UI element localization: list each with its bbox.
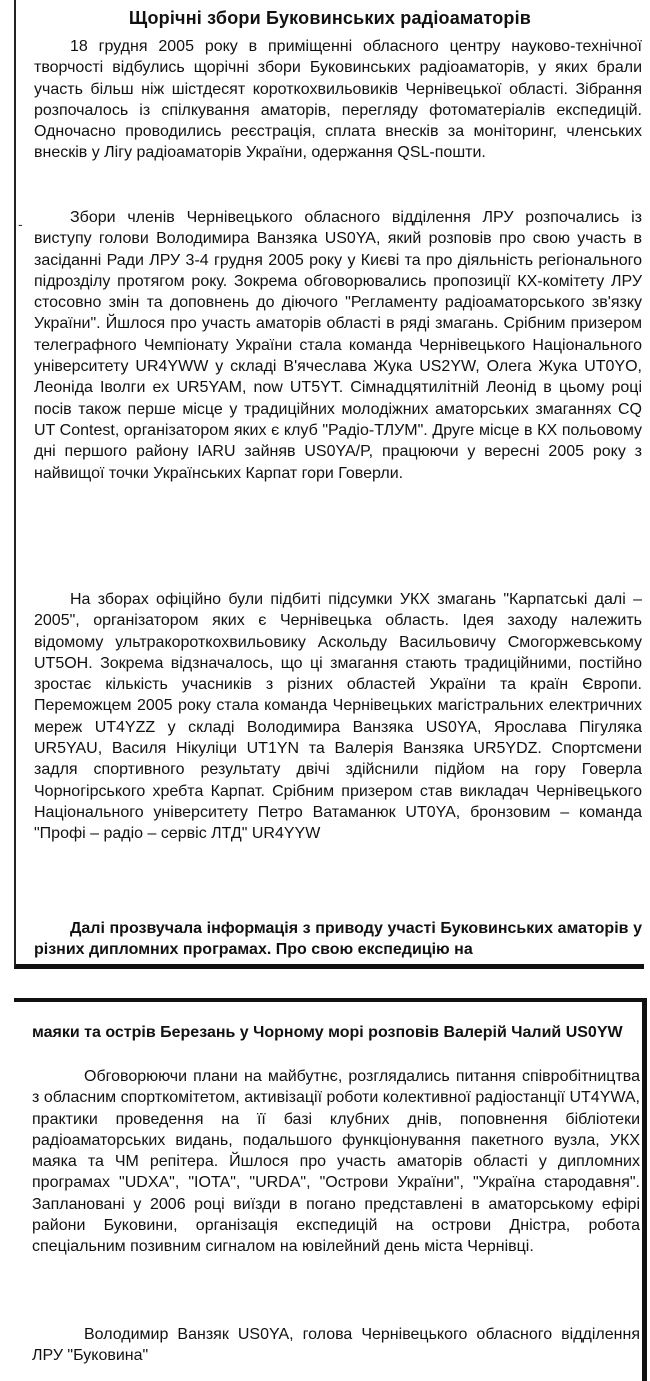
signature: Володимир Ванзяк US0YA, голова Чернівецького обласного відділення ЛРУ "Буковина": [32, 1326, 640, 1365]
paragraph-results: На зборах офіційно були підбиті підсумки УКХ змагань "Карпатські далі – 2005", організатором яких є Чернівецька область. Ідея заходу належить відомому ультракороткохвильовику Аскольду Васильовичу Смогоржевському UT5OH. Зокрема відзначалось, що ці змагання стають традиційними, постійно зростає кількість учасників з різних областей України та країн Європи. Переможцем 2005 року стала команда Чернівецьких магістральних електричних мереж UT4YZZ у складі Володимира Ванзяка US0YA, Ярослава Пігуляка UR5YAU, Василя Нікуліци UT1YN та Валерія Ванзяка UR5YDZ. Спортсмени задля спортивного результату двічі здійснили підйом на гору Говерла Чорногірського хребта Карпат. Срібним призером став викладач Чернівецького Національного університету Петро Ватаманюк UT0YA, бронзовим – команда "Профі – радіо – сервіс ЛТД" UR4YYW: [34, 591, 642, 843]
paragraph-diploma-bold: Далі прозвучала інформація з приводу участі Буковинських аматорів у різних дипломних програмах. Про свою експедицію на: [34, 920, 642, 959]
paragraph-continuation: маяки та острів Березань у Чорному морі розповів Валерій Чалий US0YW: [32, 1024, 623, 1041]
margin-mark: -: [18, 216, 23, 232]
paragraph-meeting: Збори членів Чернівецького обласного відділення ЛРУ розпочались із виступу голови Володимира Ванзяка US0YA, який розповів про свою участь в засіданні Ради ЛРУ 3-4 грудня 2005 року у Києві та про діяльність регіонального підрозділу протягом року. Зокрема обговорювались пропозиції КХ-комітету ЛРУ стосовно змін та доповнень до діючого "Регламенту радіоаматорського зв'язку України". Йшлося про участь аматорів області в ряді змагань. Срібним призером телеграфного Чемпіонату України стала команда Чернівецького Національного університету UR4YWW у складі В'ячеслава Жука US2YW, Олега Жука UT0YO, Леоніда Іволги ex UR5YAM, now UT5YT. Сімнадцятилітній Леонід в цьому році посів також перше місце у традиційних молодіжних аматорських змаганнях CQ UT Contest, організатором яких є клуб "Радіо-ТЛУМ". Друге місце в КХ польовому дні першого району IARU зайняв US0YA/P, працюючи у вересні 2005 року з найвищої точки Українських Карпат гори Говерли.: [34, 209, 642, 482]
paragraph-plans: Обговорюючи плани на майбутнє, розглядались питання співробітництва з обласним спорткомітетом, активізації роботи колективної радіостанції UT4YWA, практики проведення на її базі клубних днів, поповнення бібліотеки радіоаматорських видань, подальшого функціонування пакетного вузла, УКХ маяка та ЧМ репітера. Йшлося про участь аматорів області у дипломних програмах "UDXA", "IOTA", "URDA", "Острови України", "Українa стародавня". Заплановані у 2006 році виїзди в погано представлені в аматорському ефірі райони Буковини, організація експедицій на острови Дністра, робота спеціальним позивним сигналом на ювілейний день міста Чернівці.: [32, 1068, 640, 1256]
paragraph-intro: 18 грудня 2005 року в приміщенні обласного центру науково-технічної творчості відбулись щорічні збори Буковинських радіоаматорів, у яких брали участь більш ніж шістдесят короткохвильовиків Чернівецької області. Зібрання розпочалось із спілкування аматорів, перегляду фотоматеріалів експедицій. Одночасно проводились реєстрація, сплата внесків за моніторинг, членських внесків у Лігу радіоаматорів України, одержання QSL-пошти.: [34, 38, 642, 162]
article-column-2: [14, 998, 647, 1381]
article-column-1: [14, 0, 644, 969]
article-title: Щорічні збори Буковинських радіоаматорів: [128, 8, 532, 28]
